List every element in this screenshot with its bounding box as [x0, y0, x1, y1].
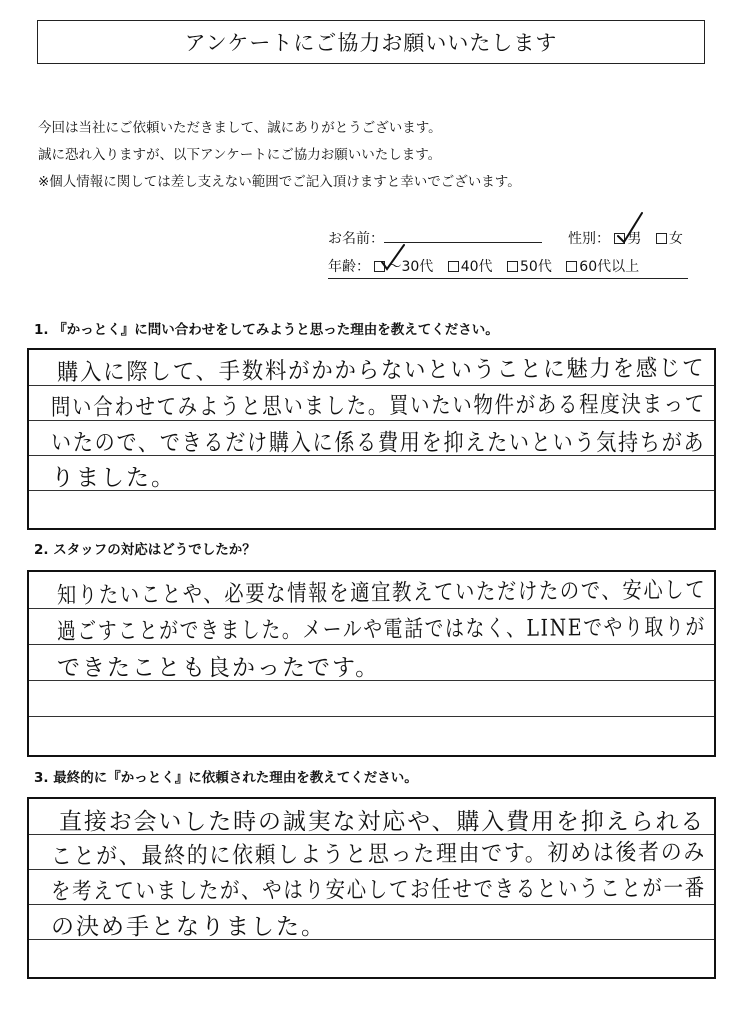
answer-line: 過ごすことができました。メールや電話ではなく、LINEでやり取りが	[56, 614, 706, 645]
ruled-line	[29, 716, 714, 717]
age-option-60s[interactable]: 60代以上	[566, 259, 639, 275]
answer-line: いたので、できるだけ購入に係る費用を抑えたいという気持ちがあ	[51, 430, 706, 456]
checkbox[interactable]	[566, 261, 577, 272]
survey-title: アンケートにご協力お願いいたします	[37, 20, 705, 64]
check-mark-icon	[379, 242, 407, 272]
answer-line: を考えていましたが、やはり安心してお任せできるということが一番	[50, 875, 706, 905]
intro-line: 誠に恐れ入りますが、以下アンケートにご協力お願いいたします。	[38, 147, 442, 163]
checkbox[interactable]	[507, 261, 518, 272]
age-option-50s[interactable]: 50代	[507, 259, 552, 275]
intro-text	[38, 115, 521, 196]
gender-label: 性別：	[568, 231, 610, 247]
answer-1-box[interactable]	[27, 348, 716, 530]
intro-line: 今回は当社にご依頼いただきまして、誠にありがとうございます。	[38, 120, 442, 136]
check-mark-icon	[615, 210, 645, 246]
age-label: 年齢：	[328, 259, 370, 275]
checkbox[interactable]	[448, 261, 459, 272]
intro-line: ※個人情報に関しては差し支えない範囲でご記入頂けますと幸いでございます。	[38, 174, 521, 190]
name-label: お名前：	[328, 231, 384, 247]
question-2-label: 2. スタッフの対応はどうでしたか？	[34, 542, 256, 558]
answer-line: 知りたいことや、必要な情報を適宜教えていただけたので、安心して	[56, 577, 707, 610]
answer-2-box[interactable]	[27, 570, 716, 757]
question-3-label: 3. 最終的に『かっとく』に依頼された理由を教えてください。	[34, 770, 418, 786]
answer-line: 問い合わせてみようと思いました。買いたい物件がある程度決まって	[50, 391, 706, 421]
gender-option-male[interactable]: 男	[614, 231, 641, 247]
age-option-40s[interactable]: 40代	[448, 259, 493, 275]
answer-line: できたことも良かったです。	[57, 655, 381, 681]
answer-line: りました。	[51, 465, 176, 491]
age-option-under30[interactable]: 〜30代	[374, 259, 433, 275]
name-field[interactable]	[384, 228, 542, 243]
gender-option-female[interactable]: 女	[656, 231, 683, 247]
answer-3-box[interactable]	[27, 797, 716, 979]
checkbox[interactable]	[656, 233, 667, 244]
question-1-label: 1. 『かっとく』に問い合わせをしてみようと思った理由を教えてください。	[34, 322, 499, 338]
answer-line: ことが、最終的に依頼しようと思った理由です。初めは後者のみ	[50, 839, 707, 870]
answer-line: 直接お会いした時の誠実な対応や、購入費用を抑えられる	[59, 809, 706, 835]
answer-line: 購入に際して、手数料がかからないということに魅力を感じて	[56, 355, 706, 387]
answer-line: の決め手となりました。	[51, 914, 326, 940]
